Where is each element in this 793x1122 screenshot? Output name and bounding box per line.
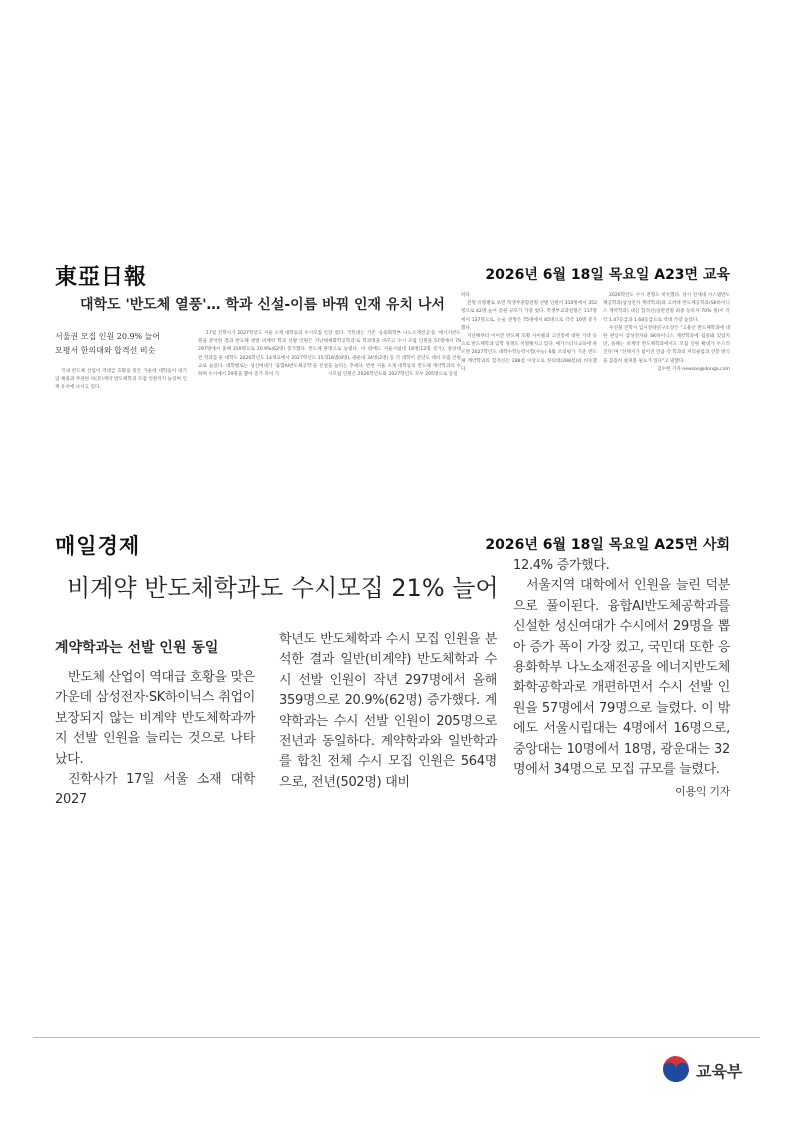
col4-para-3: 지난해부터 이어진 반도체 호황 사이클과 고연봉에 대한 기대 등으로 반도체학과 입학 경쟁도 치열해지고 있다. 메가스터디교육에 따르면 2027학년도 대학수학능력시험(수능) 6월 모의평가 기준 반도체 계약학과의 합격선은 288점 이상으로 한의대(288점)와 비슷했다. — [461, 334, 597, 372]
col1-para-1: 반도체 산업이 역대급 호황을 맞은 가운데 삼성전자·SK하이닉스 취업이 보장되지 않는 비계약 반도체학과까지 선발 인원을 늘리는 것으로 나타났다. — [55, 670, 255, 767]
body-column-3: 장 컸다. 국민대는 기존 '응용화학부 나노소재전공'을 '에너지반도체화학공학과'로 학과명을 바꾸고 수시 모집 인원을 57명에서 79명으로 늘렸다. 이 밖에도 서울시립대 16명(12명 증가), 중앙대 18명(8명), 광운대 34명(2명) 등 각 대학이 전년도 대비 모집 인원을 늘리는 추세다. 반면 서울 소재 대학들의 반도체 계약학과의 수시모집 인원은 2026학년도와 2027학년도 모두 205명으로 동일 — [328, 331, 461, 378]
subhead-donga — [55, 330, 185, 358]
ministry-logo — [661, 1052, 761, 1086]
body-column-3 — [513, 556, 730, 803]
lead-paragraph — [55, 368, 187, 393]
col1-para-2: 진학사가 17일 서울 소재 대학 2027 — [55, 772, 255, 808]
masthead-maeil: 매일경제 — [55, 534, 141, 558]
ministry-name: 교육부 — [696, 1062, 743, 1081]
subhead-line-1: 서울권 모집 인원 20.9% 늘어 — [55, 332, 161, 341]
masthead-donga: 東亞日報 — [55, 264, 148, 290]
lead-text: 국내 반도체 산업이 역대급 호황을 맞은 가운데 대학들이 대기업 채용과 무관한 비(非)계약 반도체학과 모집 인원까지 늘리며 인재 유치에 나서고 있다. — [55, 369, 187, 391]
col3-para-2-text: 서울지역 대학에서 인원을 늘린 덕분으로 풀이된다. 융합AI반도체공학과를 신설한 성신여대가 수시에서 29명을 뽑아 증가 폭이 가장 컸고, 국민대 또한 응용화학부 나노소재전공을 에너지반도체화학공학과로 개편하면서 수시 선발 인원을 57명에서 79명으로 늘렸다. 이 밖에도 서울시립대는 4명에서 16명으로, 중앙대는 10명에서 18명, 광운대는 32명에서 34명으로 모집 규모를 늘렸다. — [513, 578, 730, 778]
byline-maeil: 이용익 기자 — [675, 785, 730, 799]
headline-maeil: 비계약 반도체학과도 수시모집 21% 늘어 — [67, 574, 499, 602]
col5-para-1: 2026학년도 수시 전형도 비슷했다. 당시 연세대 시스템반도체공학과(삼성전자 계약학과)와 고려대 반도체공학과(SK하이닉스 계약학과) 내신 합격선(일반전형 최종 등록자 70% 컷)이 각각 1.47등급과 1.68등급으로 역대 가장 높았다. — [603, 293, 730, 323]
subhead-maeil: 계약학과는 선발 인원 동일 — [55, 640, 219, 656]
body-column-5 — [603, 292, 730, 374]
article-donga — [55, 260, 730, 415]
headline-donga: 대학도 '반도체 열풍'… 학과 신설-이름 바꿔 인재 유치 나서 — [80, 297, 445, 313]
dateline-maeil: 2026년 6월 18일 목요일 A25면 사회 — [485, 537, 730, 553]
col4-para-2: 전형 유형별로 보면 학생부종합전형 선발 인원이 310명에서 352명으로 42명 늘어 증원 규모가 가장 컸다. 학생부교과전형은 117명에서 137명으로, 논술 전형은 75명에서 85명으로 각각 10명 증가했다. — [461, 301, 597, 331]
col3-para-2 — [513, 576, 730, 799]
byline-donga: 김수현 기자 newsoo@donga.com — [657, 366, 730, 372]
article-maeil — [55, 530, 730, 810]
footer-divider — [33, 1037, 760, 1038]
body-column-2: 17일 진학사가 2027학년도 서울 소재 대학들의 수시모집 인원을 분석한 결과 반도체 관련 비계약 학과 선발 인원은 지난해 297명에서 올해 359명으로 20.9%(62명) 증가했다. 반도체 관련 학과를 둔 대학도 2026학년도 14개교에서 2027학년도 15개교로 늘었다. 대학별로는 성신여대가 '융합AI반도체공학'을 신설하며 수시에서 29명을 뽑아 증가 폭이 가 — [198, 331, 328, 378]
body-column-2: 학년도 반도체학과 수시 모집 인원을 분석한 결과 일반(비계약) 반도체학과 수시 선발 인원이 작년 297명에서 올해 359명으로 20.9%(62명) 증가했다. 계약학과는 수시 선발 인원이 205명으로 전년과 동일하다. 계약학과와 일반학과를 합친 전체 수시 모집 인원은 564명으로, 전년(502명) 대비 — [279, 632, 497, 790]
taegeuk-emblem-icon — [661, 1054, 691, 1084]
col5-para-2: 우연철 진학사 입시전략연구소장은 "고용안 반도체학과에 대한 관심이 삼성전자와 SK하이닉스 계약학과에 집중돼 있었지만, 올해는 비계약 반도체학과에서도 모집 인원 확대가 두드러진다"며 "선택지가 넓어진 만큼 각 학과의 커리큘럼과 연봉 방식을 꼼꼼히 살펴볼 필요가 있다"고 말했다. — [603, 325, 730, 364]
body-column-4 — [461, 292, 597, 374]
subhead-line-2: 모평서 한의대와 합격선 비슷 — [55, 346, 156, 355]
body-column-1 — [55, 668, 255, 811]
dateline-donga: 2026년 6월 18일 목요일 A23면 교육 — [485, 267, 730, 283]
col3-para-1: 12.4% 증가했다. — [513, 558, 610, 573]
col4-para-1: 하다. — [461, 293, 472, 298]
